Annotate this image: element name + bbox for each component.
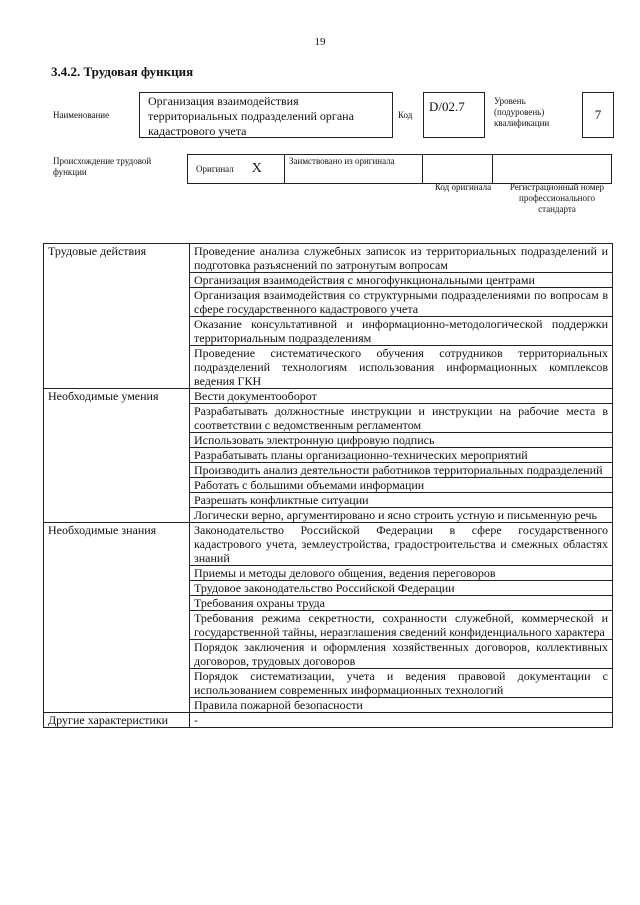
item-cell: Проведение анализа служебных записок из территориальных подразделений и подготовка разъяснений по затронутым вопросам	[190, 244, 613, 273]
item-cell: Приемы и методы делового общения, ведения переговоров	[190, 566, 613, 581]
item-cell: Производить анализ деятельности работников территориальных подразделений	[190, 463, 613, 478]
category-cell: Необходимые умения	[44, 389, 190, 523]
table-row	[44, 713, 613, 728]
page-number: 19	[314, 36, 326, 48]
item-cell: Разрабатывать должностные инструкции и инструкции на рабочие места в соответствии с ведомственным регламентом	[190, 404, 613, 433]
category-cell: Необходимые знания	[44, 523, 190, 713]
original-label: Оригинал	[196, 163, 234, 174]
table-row	[44, 389, 613, 404]
category-cell: Другие характеристики	[44, 713, 190, 728]
function-table	[43, 243, 613, 728]
item-cell: -	[190, 713, 613, 728]
level-label: Уровень (подуровень) квалификации	[494, 96, 550, 128]
item-cell: Порядок систематизации, учета и ведения правовой документации с использованием современных информационных технологий	[190, 669, 613, 698]
code-label: Код	[398, 110, 413, 120]
original-mark: X	[251, 161, 262, 176]
borrowed-cell: Заимствовано из оригинала	[284, 154, 423, 184]
item-cell: Правила пожарной безопасности	[190, 698, 613, 713]
reg-number-cell	[492, 154, 612, 184]
item-cell: Трудовое законодательство Российской Федерации	[190, 581, 613, 596]
table-row	[44, 523, 613, 566]
function-name: Организация взаимодействия территориальных подразделений органа кадастрового учета	[139, 92, 393, 138]
item-cell: Логически верно, аргументировано и ясно строить устную и письменную речь	[190, 508, 613, 523]
item-cell: Требования охраны труда	[190, 596, 613, 611]
item-cell: Порядок заключения и оформления хозяйственных договоров, коллективных договоров, трудовых договоров	[190, 640, 613, 669]
item-cell: Организация взаимодействия с многофункциональными центрами	[190, 273, 613, 288]
qualification-level: 7	[582, 92, 614, 138]
function-code: D/02.7	[423, 92, 485, 138]
item-cell: Работать с большими объемами информации	[190, 478, 613, 493]
table-row	[44, 244, 613, 273]
code-original-label: Код оригинала	[434, 182, 492, 192]
item-cell: Разрабатывать планы организационно-технических мероприятий	[190, 448, 613, 463]
item-cell: Оказание консультативной и информационно-методологической поддержки территориальным подразделениям	[190, 317, 613, 346]
item-cell: Организация взаимодействия со структурными подразделениями по вопросам в сфере государственного кадастрового учета	[190, 288, 613, 317]
origin-label: Происхождение трудовой функции	[53, 156, 152, 177]
item-cell: Вести документооборот	[190, 389, 613, 404]
item-cell: Законодательство Российской Федерации в сфере государственного кадастрового учета, землеустройства, градостроительства и смежных областях знаний	[190, 523, 613, 566]
item-cell: Использовать электронную цифровую подпись	[190, 433, 613, 448]
item-cell: Проведение систематического обучения сотрудников территориальных подразделений технологиям использования информационных комплексов ведения ГКН	[190, 346, 613, 389]
original-cell	[187, 154, 285, 184]
section-title: 3.4.2. Трудовая функция	[51, 64, 194, 79]
item-cell: Разрешать конфликтные ситуации	[190, 493, 613, 508]
code-original-cell	[422, 154, 493, 184]
category-cell: Трудовые действия	[44, 244, 190, 389]
item-cell: Требования режима секретности, сохранности служебной, коммерческой и государственной тайны, неразглашения сведений конфиденциального характера	[190, 611, 613, 640]
reg-number-label: Регистрационный номер профессионального стандарта	[509, 182, 605, 214]
name-label: Наименование	[53, 110, 110, 120]
origin-row	[188, 154, 614, 184]
